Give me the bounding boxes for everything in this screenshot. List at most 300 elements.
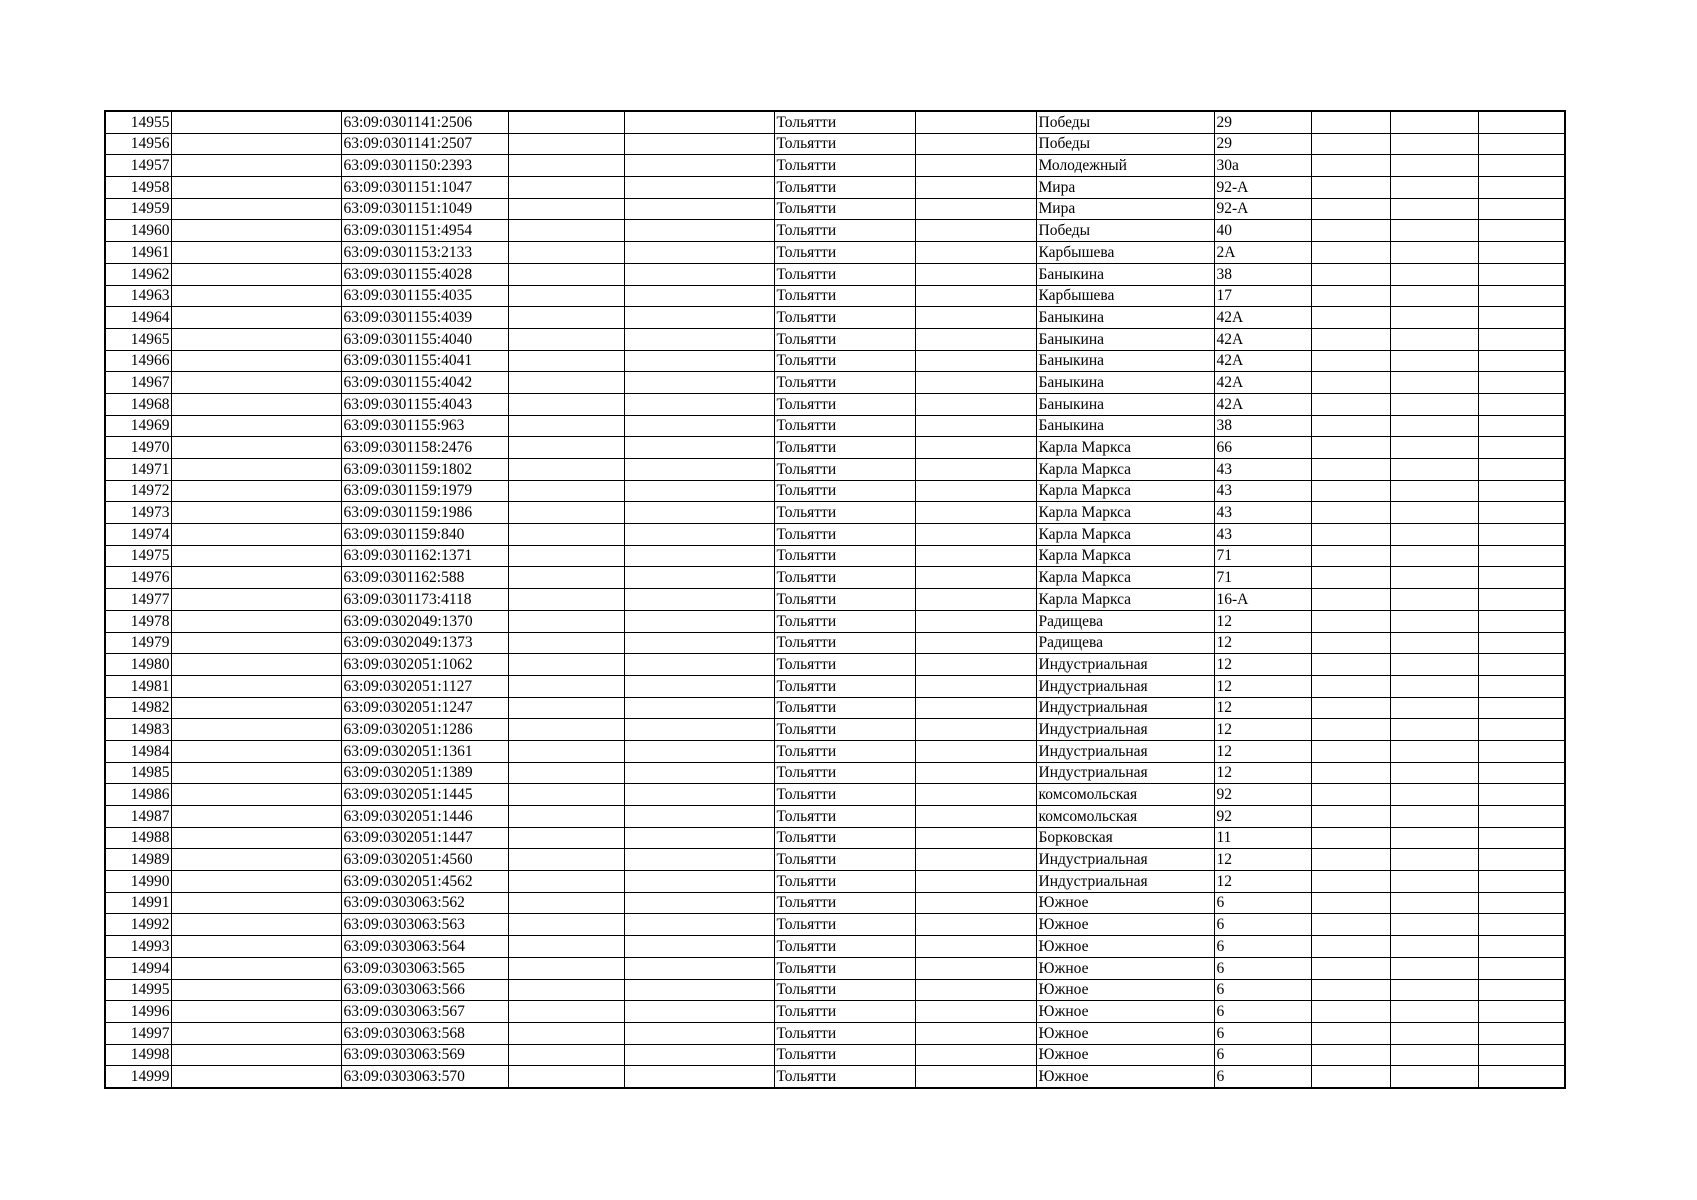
street-name: Баныкина xyxy=(1036,307,1214,329)
city-name: Тольятти xyxy=(774,502,915,524)
empty-cell xyxy=(1390,1044,1478,1066)
empty-cell xyxy=(508,328,624,350)
table-row xyxy=(105,393,1565,415)
street-name: Мира xyxy=(1036,177,1214,199)
empty-cell xyxy=(1311,155,1390,177)
empty-cell xyxy=(1311,480,1390,502)
empty-cell xyxy=(1311,806,1390,828)
empty-cell xyxy=(171,155,341,177)
empty-cell xyxy=(1478,936,1565,958)
empty-cell xyxy=(1390,372,1478,394)
house-number: 16-А xyxy=(1214,589,1311,611)
empty-cell xyxy=(624,242,774,264)
empty-cell xyxy=(508,610,624,632)
cadastral-number: 63:09:0303063:569 xyxy=(341,1044,508,1066)
row-number: 14976 xyxy=(105,567,171,589)
empty-cell xyxy=(624,328,774,350)
street-name: Южное xyxy=(1036,979,1214,1001)
city-name: Тольятти xyxy=(774,242,915,264)
empty-cell xyxy=(1390,242,1478,264)
empty-cell xyxy=(915,328,1036,350)
empty-cell xyxy=(624,1022,774,1044)
row-number: 14999 xyxy=(105,1066,171,1088)
city-name: Тольятти xyxy=(774,1022,915,1044)
house-number: 12 xyxy=(1214,762,1311,784)
house-number: 11 xyxy=(1214,827,1311,849)
street-name: Карла Маркса xyxy=(1036,567,1214,589)
house-number: 38 xyxy=(1214,415,1311,437)
empty-cell xyxy=(915,849,1036,871)
empty-cell xyxy=(1311,242,1390,264)
house-number: 17 xyxy=(1214,285,1311,307)
city-name: Тольятти xyxy=(774,285,915,307)
cadastral-number: 63:09:0302051:1062 xyxy=(341,654,508,676)
empty-cell xyxy=(915,220,1036,242)
table-row xyxy=(105,263,1565,285)
empty-cell xyxy=(624,220,774,242)
empty-cell xyxy=(915,437,1036,459)
empty-cell xyxy=(1311,849,1390,871)
empty-cell xyxy=(1311,827,1390,849)
cadastral-number: 63:09:0301155:4039 xyxy=(341,307,508,329)
empty-cell xyxy=(1390,936,1478,958)
house-number: 12 xyxy=(1214,849,1311,871)
table-row xyxy=(105,1044,1565,1066)
empty-cell xyxy=(171,524,341,546)
empty-cell xyxy=(1478,1044,1565,1066)
empty-cell xyxy=(171,133,341,155)
table-row xyxy=(105,957,1565,979)
empty-cell xyxy=(1390,957,1478,979)
street-name: Карла Маркса xyxy=(1036,459,1214,481)
empty-cell xyxy=(1390,979,1478,1001)
cadastral-number: 63:09:0301151:1049 xyxy=(341,198,508,220)
empty-cell xyxy=(915,589,1036,611)
empty-cell xyxy=(1390,806,1478,828)
empty-cell xyxy=(915,285,1036,307)
street-name: Южное xyxy=(1036,957,1214,979)
empty-cell xyxy=(624,957,774,979)
table-row xyxy=(105,740,1565,762)
empty-cell xyxy=(624,480,774,502)
empty-cell xyxy=(624,111,774,133)
empty-cell xyxy=(1390,198,1478,220)
empty-cell xyxy=(915,372,1036,394)
row-number: 14992 xyxy=(105,914,171,936)
empty-cell xyxy=(624,155,774,177)
city-name: Тольятти xyxy=(774,632,915,654)
empty-cell xyxy=(1478,263,1565,285)
empty-cell xyxy=(1311,177,1390,199)
empty-cell xyxy=(171,263,341,285)
street-name: Победы xyxy=(1036,111,1214,133)
cadastral-number: 63:09:0302049:1373 xyxy=(341,632,508,654)
city-name: Тольятти xyxy=(774,806,915,828)
empty-cell xyxy=(1478,242,1565,264)
city-name: Тольятти xyxy=(774,393,915,415)
street-name: Индустриальная xyxy=(1036,719,1214,741)
table-row xyxy=(105,892,1565,914)
house-number: 2А xyxy=(1214,242,1311,264)
empty-cell xyxy=(508,285,624,307)
cadastral-number: 63:09:0301153:2133 xyxy=(341,242,508,264)
house-number: 6 xyxy=(1214,1022,1311,1044)
row-number: 14958 xyxy=(105,177,171,199)
street-name: Карла Маркса xyxy=(1036,524,1214,546)
empty-cell xyxy=(915,198,1036,220)
street-name: комсомольская xyxy=(1036,806,1214,828)
empty-cell xyxy=(171,762,341,784)
cadastral-number: 63:09:0303063:565 xyxy=(341,957,508,979)
row-number: 14995 xyxy=(105,979,171,1001)
city-name: Тольятти xyxy=(774,871,915,893)
empty-cell xyxy=(1478,155,1565,177)
table-row xyxy=(105,589,1565,611)
empty-cell xyxy=(508,762,624,784)
row-number: 14962 xyxy=(105,263,171,285)
cadastral-number: 63:09:0302051:1447 xyxy=(341,827,508,849)
street-name: Индустриальная xyxy=(1036,675,1214,697)
empty-cell xyxy=(624,589,774,611)
table-row xyxy=(105,567,1565,589)
empty-cell xyxy=(1478,350,1565,372)
row-number: 14993 xyxy=(105,936,171,958)
empty-cell xyxy=(171,111,341,133)
empty-cell xyxy=(1311,762,1390,784)
city-name: Тольятти xyxy=(774,784,915,806)
empty-cell xyxy=(508,502,624,524)
empty-cell xyxy=(915,979,1036,1001)
table-row xyxy=(105,1022,1565,1044)
empty-cell xyxy=(1478,307,1565,329)
empty-cell xyxy=(1311,675,1390,697)
cadastral-number: 63:09:0301162:1371 xyxy=(341,545,508,567)
house-number: 43 xyxy=(1214,502,1311,524)
house-number: 38 xyxy=(1214,263,1311,285)
empty-cell xyxy=(508,155,624,177)
street-name: Индустриальная xyxy=(1036,871,1214,893)
empty-cell xyxy=(915,914,1036,936)
street-name: Индустриальная xyxy=(1036,762,1214,784)
cadastral-number: 63:09:0302049:1370 xyxy=(341,610,508,632)
empty-cell xyxy=(508,111,624,133)
empty-cell xyxy=(1390,155,1478,177)
house-number: 92 xyxy=(1214,806,1311,828)
empty-cell xyxy=(171,198,341,220)
empty-cell xyxy=(1390,393,1478,415)
empty-cell xyxy=(1390,849,1478,871)
empty-cell xyxy=(508,936,624,958)
empty-cell xyxy=(624,524,774,546)
empty-cell xyxy=(171,437,341,459)
empty-cell xyxy=(171,957,341,979)
cadastral-number: 63:09:0303063:566 xyxy=(341,979,508,1001)
empty-cell xyxy=(624,979,774,1001)
empty-cell xyxy=(1478,806,1565,828)
table-row xyxy=(105,220,1565,242)
empty-cell xyxy=(624,827,774,849)
empty-cell xyxy=(1311,936,1390,958)
house-number: 6 xyxy=(1214,1066,1311,1088)
empty-cell xyxy=(1311,393,1390,415)
empty-cell xyxy=(171,719,341,741)
empty-cell xyxy=(915,177,1036,199)
empty-cell xyxy=(1311,307,1390,329)
table-row xyxy=(105,979,1565,1001)
house-number: 12 xyxy=(1214,610,1311,632)
empty-cell xyxy=(171,849,341,871)
house-number: 42А xyxy=(1214,307,1311,329)
row-number: 14982 xyxy=(105,697,171,719)
empty-cell xyxy=(508,784,624,806)
city-name: Тольятти xyxy=(774,610,915,632)
empty-cell xyxy=(1311,784,1390,806)
street-name: Борковская xyxy=(1036,827,1214,849)
empty-cell xyxy=(508,697,624,719)
table-row xyxy=(105,198,1565,220)
cadastral-number: 63:09:0301141:2507 xyxy=(341,133,508,155)
empty-cell xyxy=(915,827,1036,849)
table-row xyxy=(105,111,1565,133)
table-row xyxy=(105,372,1565,394)
city-name: Тольятти xyxy=(774,719,915,741)
cadastral-number: 63:09:0302051:1286 xyxy=(341,719,508,741)
empty-cell xyxy=(1311,350,1390,372)
row-number: 14973 xyxy=(105,502,171,524)
row-number: 14998 xyxy=(105,1044,171,1066)
empty-cell xyxy=(1390,589,1478,611)
row-number: 14970 xyxy=(105,437,171,459)
empty-cell xyxy=(915,415,1036,437)
empty-cell xyxy=(624,307,774,329)
table-row xyxy=(105,545,1565,567)
street-name: Южное xyxy=(1036,1022,1214,1044)
empty-cell xyxy=(915,1001,1036,1023)
empty-cell xyxy=(508,740,624,762)
empty-cell xyxy=(1390,307,1478,329)
cadastral-number: 63:09:0302051:4562 xyxy=(341,871,508,893)
empty-cell xyxy=(1311,545,1390,567)
empty-cell xyxy=(508,871,624,893)
row-number: 14956 xyxy=(105,133,171,155)
house-number: 66 xyxy=(1214,437,1311,459)
empty-cell xyxy=(171,220,341,242)
empty-cell xyxy=(915,719,1036,741)
empty-cell xyxy=(915,936,1036,958)
empty-cell xyxy=(1311,654,1390,676)
empty-cell xyxy=(1311,719,1390,741)
city-name: Тольятти xyxy=(774,979,915,1001)
empty-cell xyxy=(508,133,624,155)
cadastral-number: 63:09:0303063:563 xyxy=(341,914,508,936)
cadastral-number: 63:09:0303063:562 xyxy=(341,892,508,914)
city-name: Тольятти xyxy=(774,133,915,155)
city-name: Тольятти xyxy=(774,111,915,133)
empty-cell xyxy=(171,393,341,415)
empty-cell xyxy=(171,654,341,676)
row-number: 14997 xyxy=(105,1022,171,1044)
empty-cell xyxy=(1390,111,1478,133)
empty-cell xyxy=(171,784,341,806)
empty-cell xyxy=(508,654,624,676)
city-name: Тольятти xyxy=(774,1001,915,1023)
city-name: Тольятти xyxy=(774,697,915,719)
house-number: 6 xyxy=(1214,914,1311,936)
empty-cell xyxy=(508,892,624,914)
empty-cell xyxy=(1311,979,1390,1001)
cadastral-number: 63:09:0301173:4118 xyxy=(341,589,508,611)
empty-cell xyxy=(624,133,774,155)
row-number: 14964 xyxy=(105,307,171,329)
empty-cell xyxy=(915,762,1036,784)
street-name: Радищева xyxy=(1036,632,1214,654)
cadastral-number: 63:09:0301155:4028 xyxy=(341,263,508,285)
row-number: 14955 xyxy=(105,111,171,133)
city-name: Тольятти xyxy=(774,263,915,285)
row-number: 14961 xyxy=(105,242,171,264)
house-number: 6 xyxy=(1214,1044,1311,1066)
street-name: Индустриальная xyxy=(1036,849,1214,871)
empty-cell xyxy=(1390,1001,1478,1023)
city-name: Тольятти xyxy=(774,589,915,611)
empty-cell xyxy=(171,350,341,372)
row-number: 14975 xyxy=(105,545,171,567)
empty-cell xyxy=(1478,892,1565,914)
empty-cell xyxy=(171,307,341,329)
empty-cell xyxy=(915,307,1036,329)
empty-cell xyxy=(171,914,341,936)
city-name: Тольятти xyxy=(774,415,915,437)
cadastral-number: 63:09:0301150:2393 xyxy=(341,155,508,177)
empty-cell xyxy=(1390,177,1478,199)
empty-cell xyxy=(624,567,774,589)
street-name: Баныкина xyxy=(1036,263,1214,285)
row-number: 14987 xyxy=(105,806,171,828)
house-number: 6 xyxy=(1214,1001,1311,1023)
table-row xyxy=(105,806,1565,828)
cadastral-number: 63:09:0301155:963 xyxy=(341,415,508,437)
empty-cell xyxy=(915,502,1036,524)
cadastral-number: 63:09:0301151:1047 xyxy=(341,177,508,199)
street-name: Карла Маркса xyxy=(1036,437,1214,459)
empty-cell xyxy=(1478,1066,1565,1088)
empty-cell xyxy=(1311,871,1390,893)
empty-cell xyxy=(624,914,774,936)
empty-cell xyxy=(171,1066,341,1088)
empty-cell xyxy=(1311,697,1390,719)
cadastral-number: 63:09:0303063:568 xyxy=(341,1022,508,1044)
empty-cell xyxy=(1311,437,1390,459)
empty-cell xyxy=(624,545,774,567)
empty-cell xyxy=(508,979,624,1001)
empty-cell xyxy=(624,459,774,481)
empty-cell xyxy=(624,675,774,697)
street-name: Карла Маркса xyxy=(1036,502,1214,524)
empty-cell xyxy=(1478,285,1565,307)
table-row xyxy=(105,762,1565,784)
empty-cell xyxy=(1390,545,1478,567)
city-name: Тольятти xyxy=(774,220,915,242)
empty-cell xyxy=(171,806,341,828)
cadastral-number: 63:09:0303063:570 xyxy=(341,1066,508,1088)
empty-cell xyxy=(1478,849,1565,871)
empty-cell xyxy=(508,589,624,611)
street-name: Индустриальная xyxy=(1036,697,1214,719)
table-row xyxy=(105,177,1565,199)
street-name: Баныкина xyxy=(1036,350,1214,372)
empty-cell xyxy=(1390,610,1478,632)
cadastral-number: 63:09:0302051:1446 xyxy=(341,806,508,828)
table-row xyxy=(105,654,1565,676)
city-name: Тольятти xyxy=(774,1044,915,1066)
empty-cell xyxy=(1311,111,1390,133)
empty-cell xyxy=(171,892,341,914)
empty-cell xyxy=(624,1001,774,1023)
street-name: Южное xyxy=(1036,914,1214,936)
empty-cell xyxy=(1478,133,1565,155)
row-number: 14980 xyxy=(105,654,171,676)
empty-cell xyxy=(171,740,341,762)
empty-cell xyxy=(624,502,774,524)
empty-cell xyxy=(1311,632,1390,654)
empty-cell xyxy=(624,437,774,459)
empty-cell xyxy=(915,697,1036,719)
row-number: 14957 xyxy=(105,155,171,177)
city-name: Тольятти xyxy=(774,480,915,502)
empty-cell xyxy=(1478,372,1565,394)
city-name: Тольятти xyxy=(774,177,915,199)
empty-cell xyxy=(1311,892,1390,914)
empty-cell xyxy=(1478,480,1565,502)
street-name: Баныкина xyxy=(1036,393,1214,415)
empty-cell xyxy=(915,393,1036,415)
city-name: Тольятти xyxy=(774,675,915,697)
empty-cell xyxy=(1390,459,1478,481)
empty-cell xyxy=(1478,1001,1565,1023)
row-number: 14969 xyxy=(105,415,171,437)
empty-cell xyxy=(1311,567,1390,589)
city-name: Тольятти xyxy=(774,892,915,914)
empty-cell xyxy=(1390,892,1478,914)
street-name: Индустриальная xyxy=(1036,740,1214,762)
street-name: комсомольская xyxy=(1036,784,1214,806)
row-number: 14996 xyxy=(105,1001,171,1023)
city-name: Тольятти xyxy=(774,328,915,350)
table-row xyxy=(105,697,1565,719)
house-number: 6 xyxy=(1214,957,1311,979)
empty-cell xyxy=(1311,220,1390,242)
row-number: 14977 xyxy=(105,589,171,611)
empty-cell xyxy=(508,1044,624,1066)
empty-cell xyxy=(1311,589,1390,611)
empty-cell xyxy=(508,914,624,936)
empty-cell xyxy=(1478,871,1565,893)
empty-cell xyxy=(508,567,624,589)
street-name: Баныкина xyxy=(1036,328,1214,350)
empty-cell xyxy=(1390,1066,1478,1088)
house-number: 92-А xyxy=(1214,177,1311,199)
empty-cell xyxy=(171,480,341,502)
empty-cell xyxy=(915,155,1036,177)
table-row xyxy=(105,871,1565,893)
row-number: 14979 xyxy=(105,632,171,654)
house-number: 30а xyxy=(1214,155,1311,177)
empty-cell xyxy=(1311,328,1390,350)
empty-cell xyxy=(624,415,774,437)
empty-cell xyxy=(624,198,774,220)
street-name: Южное xyxy=(1036,892,1214,914)
empty-cell xyxy=(1478,675,1565,697)
